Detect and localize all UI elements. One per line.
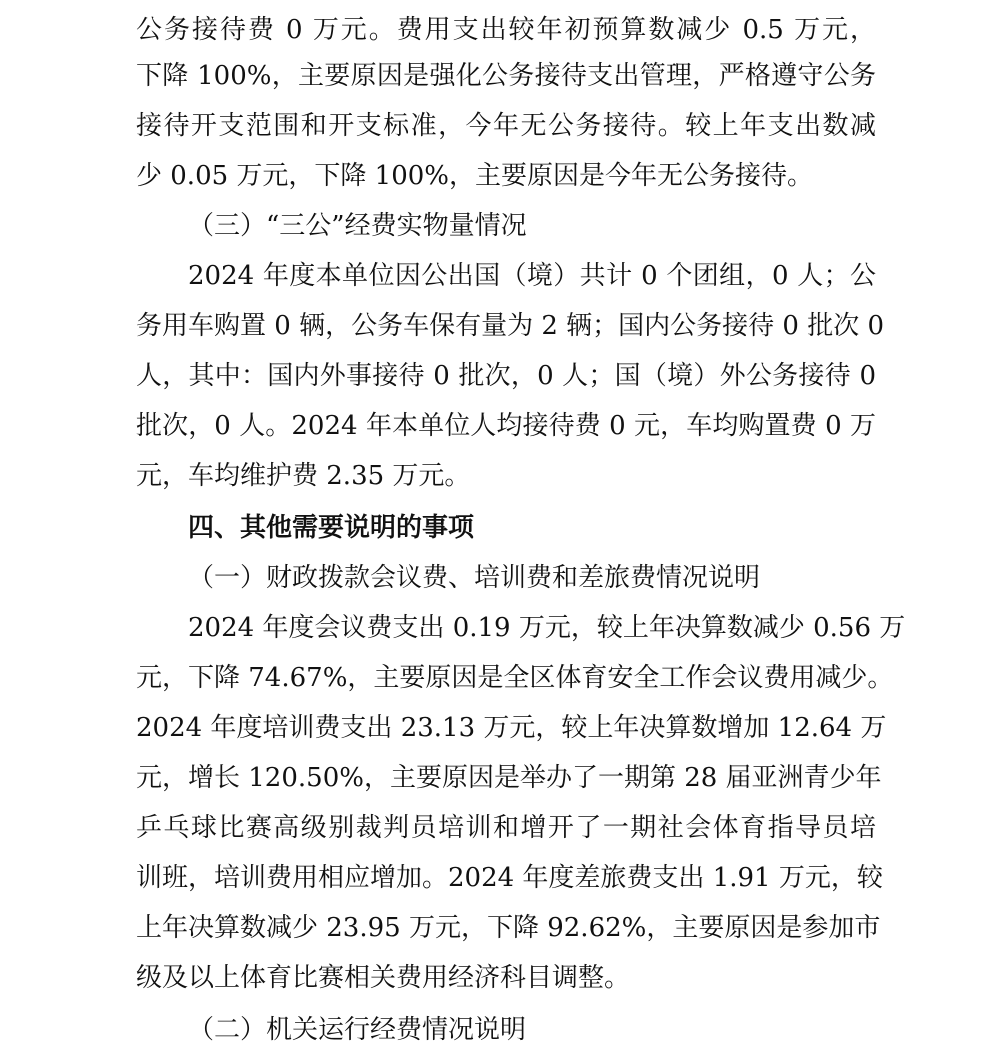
paragraph-line: 接待开支范围和开支标准，今年无公务接待。较上年支出数减 — [136, 111, 876, 141]
paragraph-line: 上年决算数减少 23.95 万元，下降 92.62%，主要原因是参加市 — [136, 913, 881, 943]
main-heading: 四、其他需要说明的事项 — [188, 513, 475, 543]
section-heading: （三）“三公”经费实物量情况 — [188, 211, 527, 241]
paragraph-line: 2024 年度本单位因公出国（境）共计 0 个团组，0 人；公 — [188, 261, 876, 291]
paragraph-line: 2024 年度培训费支出 23.13 万元，较上年决算数增加 12.64 万 — [136, 713, 887, 743]
paragraph-line: 少 0.05 万元，下降 100%，主要原因是今年无公务接待。 — [136, 161, 814, 191]
paragraph-line: 元，增长 120.50%，主要原因是举办了一期第 28 届亚洲青少年 — [136, 763, 882, 793]
paragraph-line: 人，其中：国内外事接待 0 批次，0 人；国（境）外公务接待 0 — [136, 361, 876, 391]
section-heading: （二）机关运行经费情况说明 — [188, 1015, 527, 1045]
paragraph-line: 训班，培训费用相应增加。2024 年度差旅费支出 1.91 万元，较 — [136, 863, 883, 893]
paragraph-line: 级及以上体育比赛相关费用经济科目调整。 — [136, 963, 631, 993]
paragraph-line: 2024 年度会议费支出 0.19 万元，较上年决算数减少 0.56 万 — [188, 613, 906, 643]
paragraph-line: 乒乓球比赛高级别裁判员培训和增开了一期社会体育指导员培 — [136, 813, 876, 843]
section-heading: （一）财政拨款会议费、培训费和差旅费情况说明 — [188, 563, 761, 593]
paragraph-line: 公务接待费 0 万元。费用支出较年初预算数减少 0.5 万元， — [136, 15, 876, 45]
paragraph-line: 务用车购置 0 辆，公务车保有量为 2 辆；国内公务接待 0 批次 0 — [136, 311, 885, 341]
paragraph-line: 批次，0 人。2024 年本单位人均接待费 0 元，车均购置费 0 万 — [136, 411, 876, 441]
paragraph-line: 元，下降 74.67%，主要原因是全区体育安全工作会议费用减少。 — [136, 663, 894, 693]
paragraph-line: 元，车均维护费 2.35 万元。 — [136, 461, 471, 491]
paragraph-line: 下降 100%，主要原因是强化公务接待支出管理，严格遵守公务 — [136, 61, 876, 91]
